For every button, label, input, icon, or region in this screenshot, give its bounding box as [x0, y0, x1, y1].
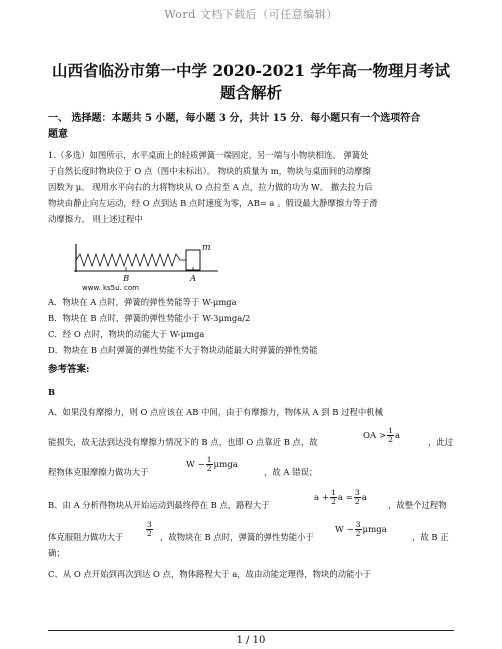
- question-line-5: 动摩擦力。 则上述过程中: [48, 214, 143, 224]
- question-line-2: 于自然长度时物块位于 O 点（图中未标出）。 物块的质量为 m，物块与桌面间的动摩擦: [48, 166, 371, 176]
- explanation-a-line2-end: ，此过: [428, 437, 454, 447]
- doc-title-line1: 山西省临汾市第一中学 2020-2021 学年高一物理月考试: [51, 61, 450, 80]
- section-heading-line2: 题意: [48, 129, 68, 140]
- point-b-label: B: [123, 274, 130, 284]
- formula-three-halves: $\frac{3}{2}$: [147, 520, 152, 538]
- question-line-4: 物块由静止向左运动，经 O 点到达 B 点时速度为零，AB= a 。假设最大静摩擦力等于滑: [48, 198, 378, 208]
- explanation-a-line2: 能损失，故无法到达没有摩擦力情况下的 B 点，也即 O 点靠近 B 点，故: [48, 437, 318, 447]
- spring-block-figure: [72, 240, 222, 292]
- question-line-3: 因数为 μ。 现用水平向右的力将物块从 O 点拉至 A 点，拉力做的功为 W。 撤去拉力后: [48, 182, 373, 192]
- explanation-a-line1: A、如果没有摩擦力，则 O 点应该在 AB 中间，由于有摩擦力，物体从 A 到 B 过程中机械: [48, 407, 383, 417]
- mass-label: m: [202, 243, 211, 253]
- footer-rule: [48, 630, 454, 631]
- answer-value: B: [48, 387, 56, 397]
- point-a-label: A: [190, 274, 197, 284]
- doc-title-line2: 题含解析: [219, 83, 282, 102]
- formula-oa-gt-half-a: OA > $\frac{1}{2}$ a: [363, 426, 401, 444]
- header-note: Word 文档下载后（可任意编辑）: [164, 8, 338, 21]
- explanation-a-line3: 程物体克服摩擦力做功大于: [48, 467, 149, 477]
- formula-w-minus-half-mumga: W − $\frac{1}{2}$ μmga: [186, 455, 238, 473]
- page-number: 1 / 10: [236, 635, 266, 646]
- explanation-b-line1-end: ，故整个过程物: [388, 500, 447, 510]
- explanation-b-line2-mid: ，故物块在 B 点时，弹簧的弹性势能小于: [160, 532, 314, 542]
- explanation-b-line1: B、由 A 分析得物块从开始运动到最终停在 B 点，路程大于: [48, 500, 270, 510]
- explanation-b-line3: 确；: [48, 548, 65, 558]
- spring: [76, 254, 186, 266]
- formula-w-minus-three-halves-mumga: W − $\frac{3}{2}$ μmga: [335, 520, 387, 538]
- section-heading-line1: 一、 选择题：本题共 5 小题，每小题 3 分，共计 15 分．每小题只有一个选项符合: [48, 113, 421, 124]
- explanation-b-line2-end: ，故 B 正: [412, 532, 449, 542]
- explanation-c-line1: C、从 O 点开始到再次到达 O 点，物体路程大于 a，故由动能定理得，物块的动能小于: [48, 569, 372, 579]
- option-b: B．物块在 B 点时，弹簧的弹性势能小于 W-3μmga/2: [48, 313, 251, 323]
- explanation-a-line3-end: ，故 A 错误；: [264, 467, 318, 477]
- answer-heading: 参考答案:: [48, 364, 90, 375]
- figure-watermark: www. ks5u. com: [82, 284, 139, 292]
- formula-distance: a + $\frac{1}{2}$ a = $\frac{3}{2}$ a: [314, 488, 367, 506]
- option-d: D．物块在 B 点时弹簧的弹性势能不大于物块动能最大时弹簧的弹性势能: [48, 345, 318, 355]
- question-line-1: 1.（多选）如图所示，水平桌面上的轻质弹簧一端固定，另一端与小物块相连。 弹簧处: [48, 150, 369, 160]
- option-c: C．经 O 点时，物块的动能大于 W-μmga: [48, 329, 205, 339]
- explanation-b-line2: 体克服阻力做功大于: [48, 532, 124, 542]
- option-a: A．物块在 A 点时，弹簧的弹性势能等于 W-μmga: [48, 297, 237, 307]
